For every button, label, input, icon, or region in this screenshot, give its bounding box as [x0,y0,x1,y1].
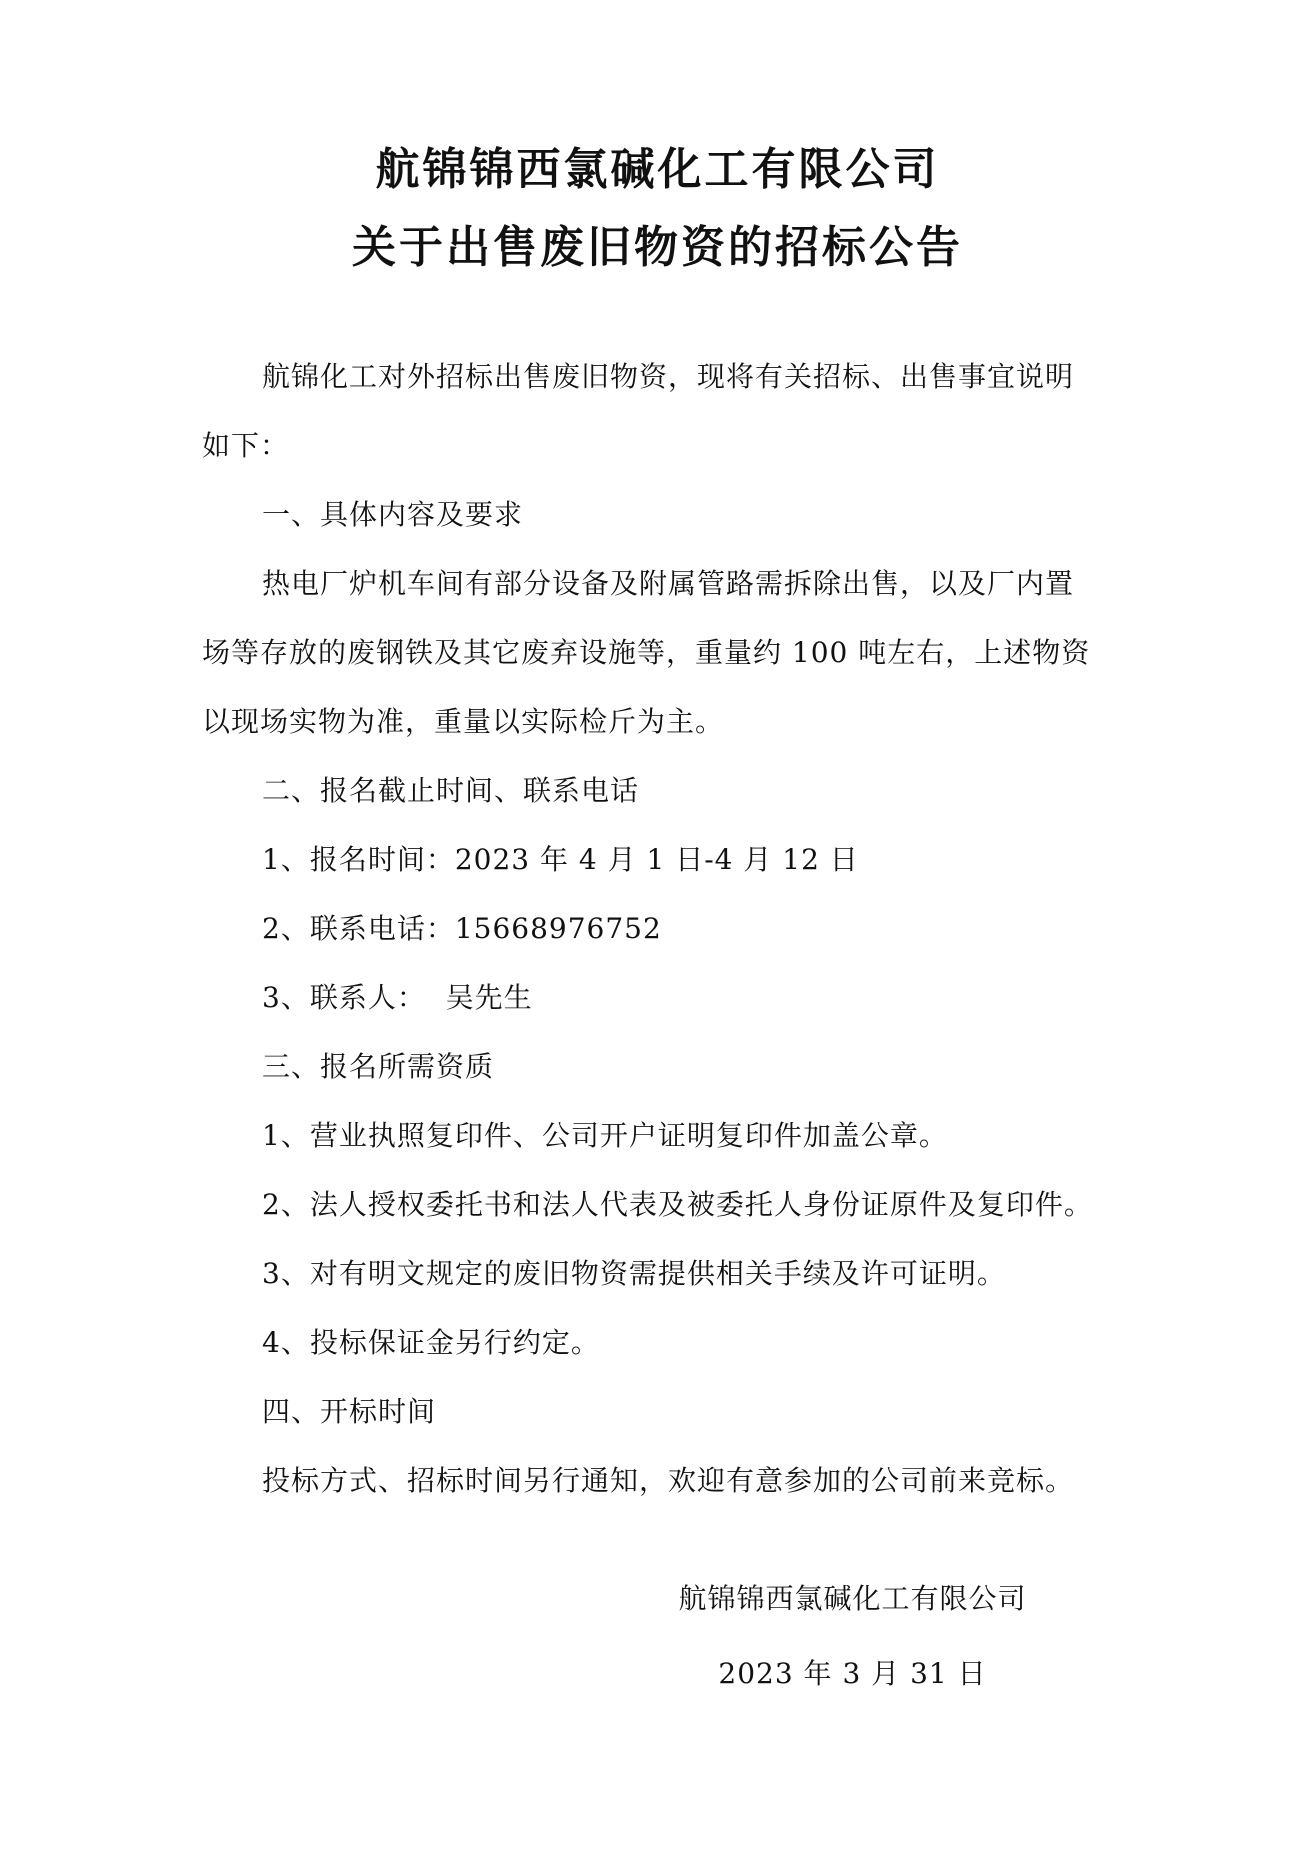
section-3-item-3: 3、对有明文规定的废旧物资需提供相关手续及许可证明。 [262,1257,1006,1290]
section-1-text-line-3: 以现场实物为准，重量以实际检斤为主。 [202,705,725,738]
section-2-heading: 二、报名截止时间、联系电话 [262,774,640,807]
section-3-item-2: 2、法人授权委托书和法人代表及被委托人身份证原件及复印件。 [262,1188,1093,1221]
section-3-item-4: 4、投标保证金另行约定。 [262,1326,600,1359]
section-4-text: 投标方式、招标时间另行通知，欢迎有意参加的公司前来竞标。 [262,1464,1075,1497]
document-title [0,144,1315,273]
section-2-item-phone: 2、联系电话：15668976752 [262,912,662,945]
section-2-item-contact: 3、联系人： 吴先生 [262,981,533,1014]
section-1-heading: 一、具体内容及要求 [262,498,524,531]
document-body [202,342,1122,1515]
intro-paragraph-line-1: 航锦化工对外招标出售废旧物资，现将有关招标、出售事宜说明 [262,360,1075,393]
section-1-text-line-1: 热电厂炉机车间有部分设备及附属管路需拆除出售，以及厂内置 [262,567,1075,600]
intro-paragraph-line-2: 如下： [202,429,290,462]
section-3-item-1: 1、营业执照复印件、公司开户证明复印件加盖公章。 [262,1119,948,1152]
section-2-item-registration-time: 1、报名时间：2023 年 4 月 1 日-4 月 12 日 [262,843,859,876]
signature-date: 2023 年 3 月 31 日 [718,1657,987,1690]
section-4-heading: 四、开标时间 [262,1395,437,1428]
title-company: 航锦锦西氯碱化工有限公司 [375,144,940,195]
title-subject: 关于出售废旧物资的招标公告 [352,222,963,273]
signature-company: 航锦锦西氯碱化工有限公司 [678,1582,1027,1615]
section-3-heading: 三、报名所需资质 [262,1050,495,1083]
section-1-text-line-2: 场等存放的废钢铁及其它废弃设施等，重量约 100 吨左右，上述物资 [202,636,1091,669]
